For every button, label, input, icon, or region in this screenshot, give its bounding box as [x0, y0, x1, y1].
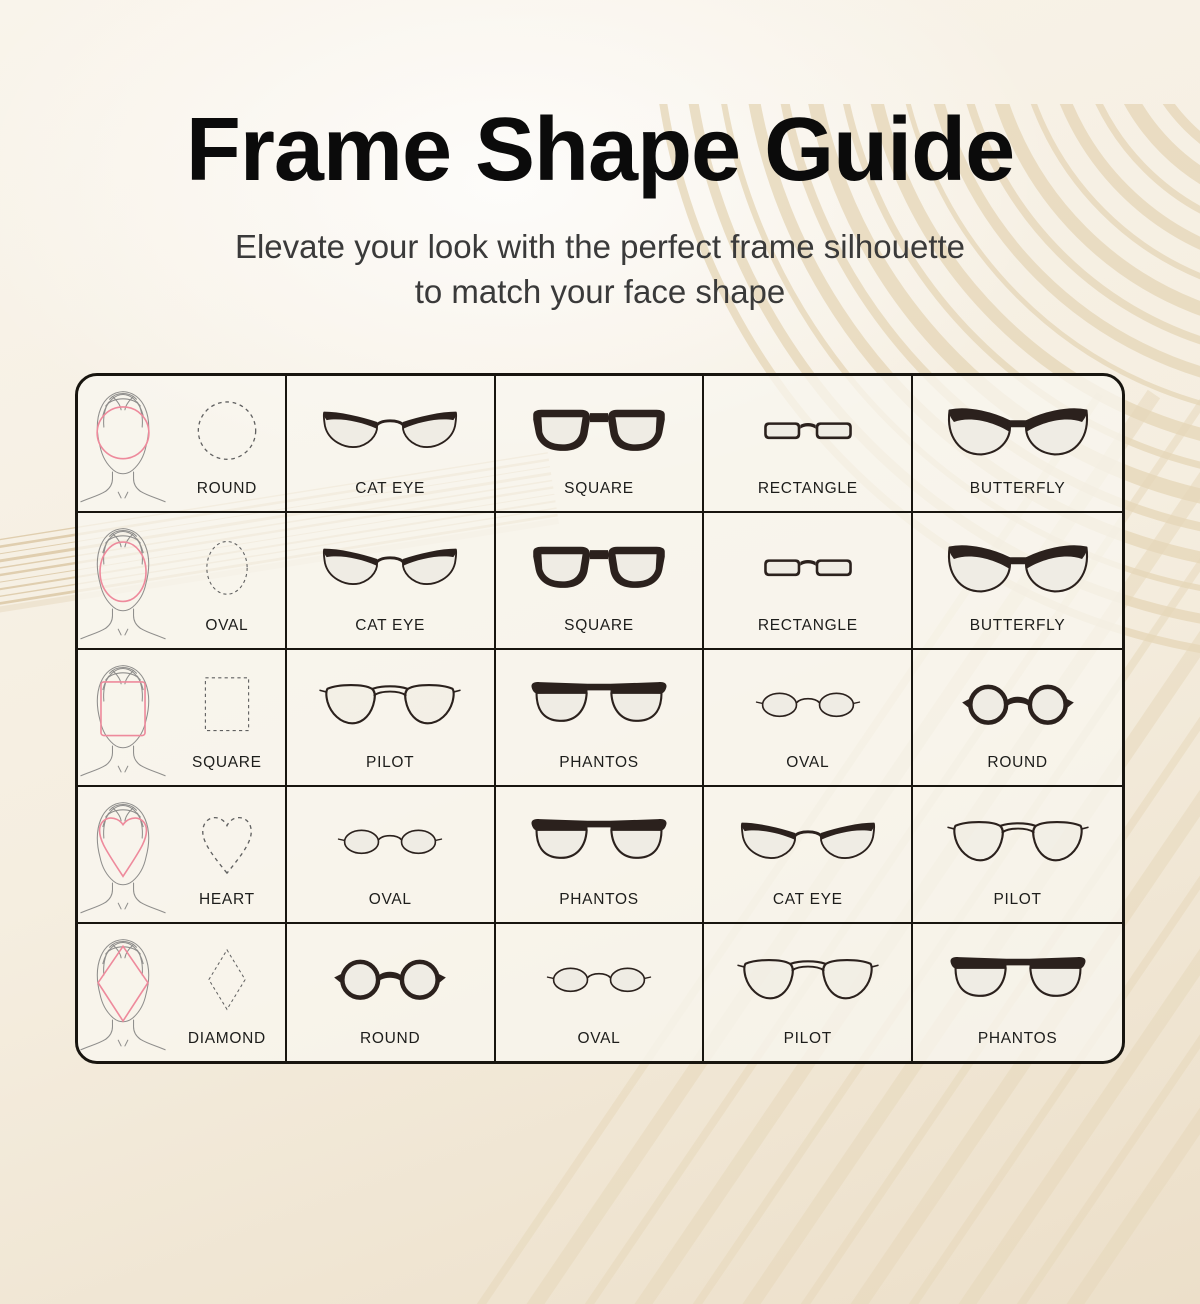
subtitle-line-2: to match your face shape	[414, 273, 786, 311]
face-illustration-oval	[78, 513, 169, 648]
frame-style-cell	[704, 513, 913, 650]
phantos-glasses-icon	[913, 924, 1122, 1030]
frame-style-label: OVAL	[368, 890, 412, 908]
frame-style-label: SQUARE	[564, 479, 634, 497]
rectangle-glasses-icon	[704, 513, 911, 617]
square-glasses-icon	[496, 513, 703, 617]
face-shape-label: SQUARE	[192, 753, 262, 771]
frame-style-label: CAT EYE	[355, 616, 426, 634]
round-glasses-icon	[913, 650, 1122, 754]
frame-style-cell	[496, 787, 705, 924]
face-shape-label: ROUND	[196, 479, 258, 497]
frame-style-cell	[496, 513, 705, 650]
frame-style-cell	[704, 650, 913, 787]
square-glasses-icon	[496, 376, 703, 480]
frame-shape-guide-page	[0, 100, 1200, 1064]
frame-style-cell	[496, 924, 705, 1061]
frame-style-cell	[913, 924, 1122, 1061]
oval-glasses-icon	[287, 787, 494, 891]
oval-glasses-icon	[704, 650, 911, 754]
butterfly-glasses-icon	[913, 376, 1122, 480]
face-illustration-heart	[78, 787, 169, 922]
frame-style-cell	[287, 924, 496, 1061]
butterfly-glasses-icon	[913, 513, 1122, 617]
frame-style-cell	[704, 376, 913, 513]
face-illustration-round	[78, 376, 169, 511]
frame-style-label: ROUND	[360, 1029, 421, 1047]
phantos-glasses-icon	[496, 650, 703, 754]
rectangle-glasses-icon	[704, 376, 911, 480]
frame-style-label: PHANTOS	[977, 1029, 1058, 1047]
dashed-oval-shape-icon	[196, 513, 258, 617]
frame-style-label: BUTTERFLY	[969, 616, 1066, 634]
frame-style-label: PHANTOS	[559, 890, 639, 908]
cat-eye-glasses-icon	[704, 787, 911, 891]
subtitle-line-1: Elevate your look with the perfect frame silhouette	[234, 227, 966, 265]
frame-style-label: PILOT	[366, 753, 415, 771]
frame-style-cell	[496, 650, 705, 787]
face-shape-label: DIAMOND	[187, 1029, 266, 1047]
face-illustration-square	[78, 650, 169, 785]
frame-style-cell	[913, 376, 1122, 513]
frame-style-cell	[287, 787, 496, 924]
cat-eye-glasses-icon	[287, 513, 494, 617]
frame-style-label: RECTANGLE	[757, 479, 858, 497]
face-shape-symbol-block	[169, 924, 285, 1061]
round-glasses-icon	[287, 924, 494, 1030]
phantos-glasses-icon	[496, 787, 703, 891]
frame-style-label: BUTTERFLY	[969, 479, 1066, 497]
dashed-square-shape-icon	[195, 650, 259, 754]
frame-style-cell	[913, 650, 1122, 787]
frame-style-label: OVAL	[786, 753, 830, 771]
frame-style-label: CAT EYE	[355, 479, 426, 497]
face-illustration-diamond	[78, 924, 169, 1061]
dashed-round-shape-icon	[190, 376, 264, 480]
pilot-glasses-icon	[913, 787, 1122, 891]
frame-style-label: PHANTOS	[559, 753, 639, 771]
face-shape-symbol-block	[169, 513, 285, 648]
face-shape-cell	[78, 376, 287, 513]
page-subtitle	[50, 224, 1150, 315]
face-shape-symbol-block	[169, 650, 285, 785]
frame-style-label: ROUND	[987, 753, 1048, 771]
frame-style-cell	[287, 513, 496, 650]
face-shape-symbol-block	[169, 787, 285, 922]
frame-style-label: CAT EYE	[772, 890, 843, 908]
dashed-diamond-shape-icon	[198, 924, 256, 1030]
pilot-glasses-icon	[287, 650, 494, 754]
face-shape-cell	[78, 650, 287, 787]
pilot-glasses-icon	[704, 924, 911, 1030]
face-shape-symbol-block	[169, 376, 285, 511]
face-shape-label: HEART	[199, 890, 255, 908]
frame-style-label: OVAL	[577, 1029, 621, 1047]
frame-style-cell	[287, 376, 496, 513]
dashed-heart-shape-icon	[189, 787, 265, 891]
frame-style-cell	[913, 787, 1122, 924]
face-shape-cell	[78, 924, 287, 1061]
frame-style-cell	[913, 513, 1122, 650]
oval-glasses-icon	[496, 924, 703, 1030]
page-title: Frame Shape Guide	[185, 100, 1015, 200]
frame-style-label: SQUARE	[564, 616, 634, 634]
frame-style-label: PILOT	[993, 890, 1042, 908]
frame-style-cell	[287, 650, 496, 787]
frame-style-cell	[704, 787, 913, 924]
frame-style-cell	[704, 924, 913, 1061]
face-shape-cell	[78, 513, 287, 650]
cat-eye-glasses-icon	[287, 376, 494, 480]
face-shape-label: OVAL	[205, 616, 249, 634]
frame-guide-grid	[75, 373, 1125, 1064]
frame-style-cell	[496, 376, 705, 513]
frame-style-label: RECTANGLE	[757, 616, 858, 634]
face-shape-cell	[78, 787, 287, 924]
frame-style-label: PILOT	[783, 1029, 832, 1047]
